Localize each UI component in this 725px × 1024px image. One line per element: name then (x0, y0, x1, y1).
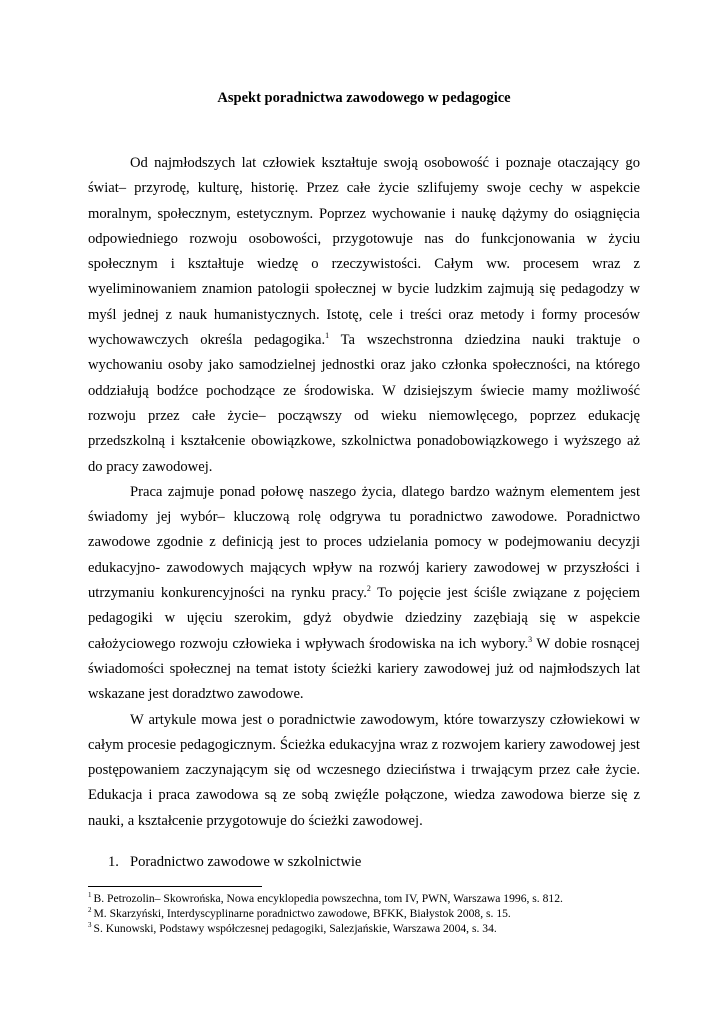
paragraph-3-text: W artykule mowa jest o poradnictwie zawodowym, które towarzyszy człowiekowi w całym procesie pedagogicznym. Ścieżka edukacyjna wraz z rozwojem kariery zawodowej jest postępowaniem zaczynającym się od wczesnego dzieciństwa i trwającym przez całe życie. Edukacja i praca zawodowa są ze sobą zwięźle połączone, wiedza zawodowa bierze się z nauki, a kształcenie przygotowuje do ścieżki zawodowej. (88, 711, 640, 829)
paragraph-1 (88, 151, 640, 480)
footnote-divider (88, 886, 262, 887)
footnote-2 (88, 906, 640, 921)
footnote-text: M. Skarzyński, Interdyscyplinarne poradnictwo zawodowe, BFKK, Białystok 2008, s. 15. (93, 907, 511, 920)
footnote-text: B. Petrozolin– Skowrońska, Nowa encyklopedia powszechna, tom IV, PWN, Warszawa 1996, s. 812. (93, 892, 563, 905)
section-title: Poradnictwo zawodowe w szkolnictwie (130, 854, 362, 870)
section-heading (108, 853, 361, 871)
footnote-number: 2 (88, 906, 92, 915)
footnote-number: 3 (88, 921, 92, 930)
footnote-1 (88, 891, 640, 906)
footnote-ref-2[interactable]: 2 (366, 584, 371, 594)
paragraph-1-text-b: Ta wszechstronna dziedzina nauki traktuje o wychowaniu osoby jako samodzielnej jednostki oraz jako członka społeczności, na którego oddziałują bodźce pochodzące ze środowiska. W dzisiejszym świecie mamy możliwość rozwoju przez całe życie– począwszy od wieku niemowlęcego, poprzez edukację przedszkolną i kształcenie obowiązkowe, szkolnictwa ponadobowiązkowego i wyższego aż do pracy zawodowej. (88, 332, 640, 475)
section-number: 1. (108, 854, 119, 870)
footnote-3 (88, 921, 640, 936)
document-title: Aspekt poradnictwa zawodowego w pedagogice (217, 90, 511, 106)
footnotes (88, 891, 640, 936)
paragraph-2-text-b: To pojęcie jest ściśle związane z pojęciem pedagogiki w ujęciu szerokim, gdyż obydwie dziedziny zazębiają się w aspekcie całożyciowego rozwoju człowieka i wpływach środowiska na ich wybory. (88, 585, 640, 652)
document-body (88, 151, 640, 834)
paragraph-2-text-c: W dobie rosnącej świadomości społecznej na temat istoty ścieżki kariery zawodowej już od najmłodszych lat wskazane jest doradztwo zawodowe. (88, 635, 640, 703)
paragraph-2-text-a: Praca zajmuje ponad połowę naszego życia, dlatego bardzo ważnym elementem jest świadomy jej wybór– kluczową rolę odgrywa tu poradnictwo zawodowe. Poradnictwo zawodowe zgodnie z definicją jest to proces udzielania pomocy w podejmowaniu decyzji edukacyjno- zawodowych mających wpływ na rozwój kariery zawodowej w przyszłości i utrzymaniu konkurencyjności na rynku pracy. (88, 483, 640, 602)
paragraph-1-text-a: Od najmłodszych lat człowiek kształtuje swoją osobowość i poznaje otaczający go świat– przyrodę, kulturę, historię. Przez całe życie szlifujemy swoje cechy w aspekcie moralnym, społecznym, estetycznym. Poprzez wychowanie i naukę dążymy do osiągnięcia odpowiedniego rozwoju osobowości, przygotowuje nas do funkcjonowania w życiu społecznym i kształtuje wiedzę o rzeczywistości. Całym ww. procesem wraz z wyeliminowaniem znamion patologii społecznej w bycie ludzkim zajmują się pedagodzy w myśl jednej z nauk humanistycznych. Istotę, cele i treści oraz metody i formy procesów wychowawczych określa pedagogika. (88, 155, 640, 349)
footnote-ref-1[interactable]: 1 (325, 331, 330, 341)
paragraph-2 (88, 480, 640, 708)
footnote-text: S. Kunowski, Podstawy współczesnej pedagogiki, Salezjańskie, Warszawa 2004, s. 34. (93, 922, 497, 935)
footnote-ref-3[interactable]: 3 (528, 634, 533, 644)
footnote-number: 1 (88, 891, 92, 900)
paragraph-3 (88, 708, 640, 834)
